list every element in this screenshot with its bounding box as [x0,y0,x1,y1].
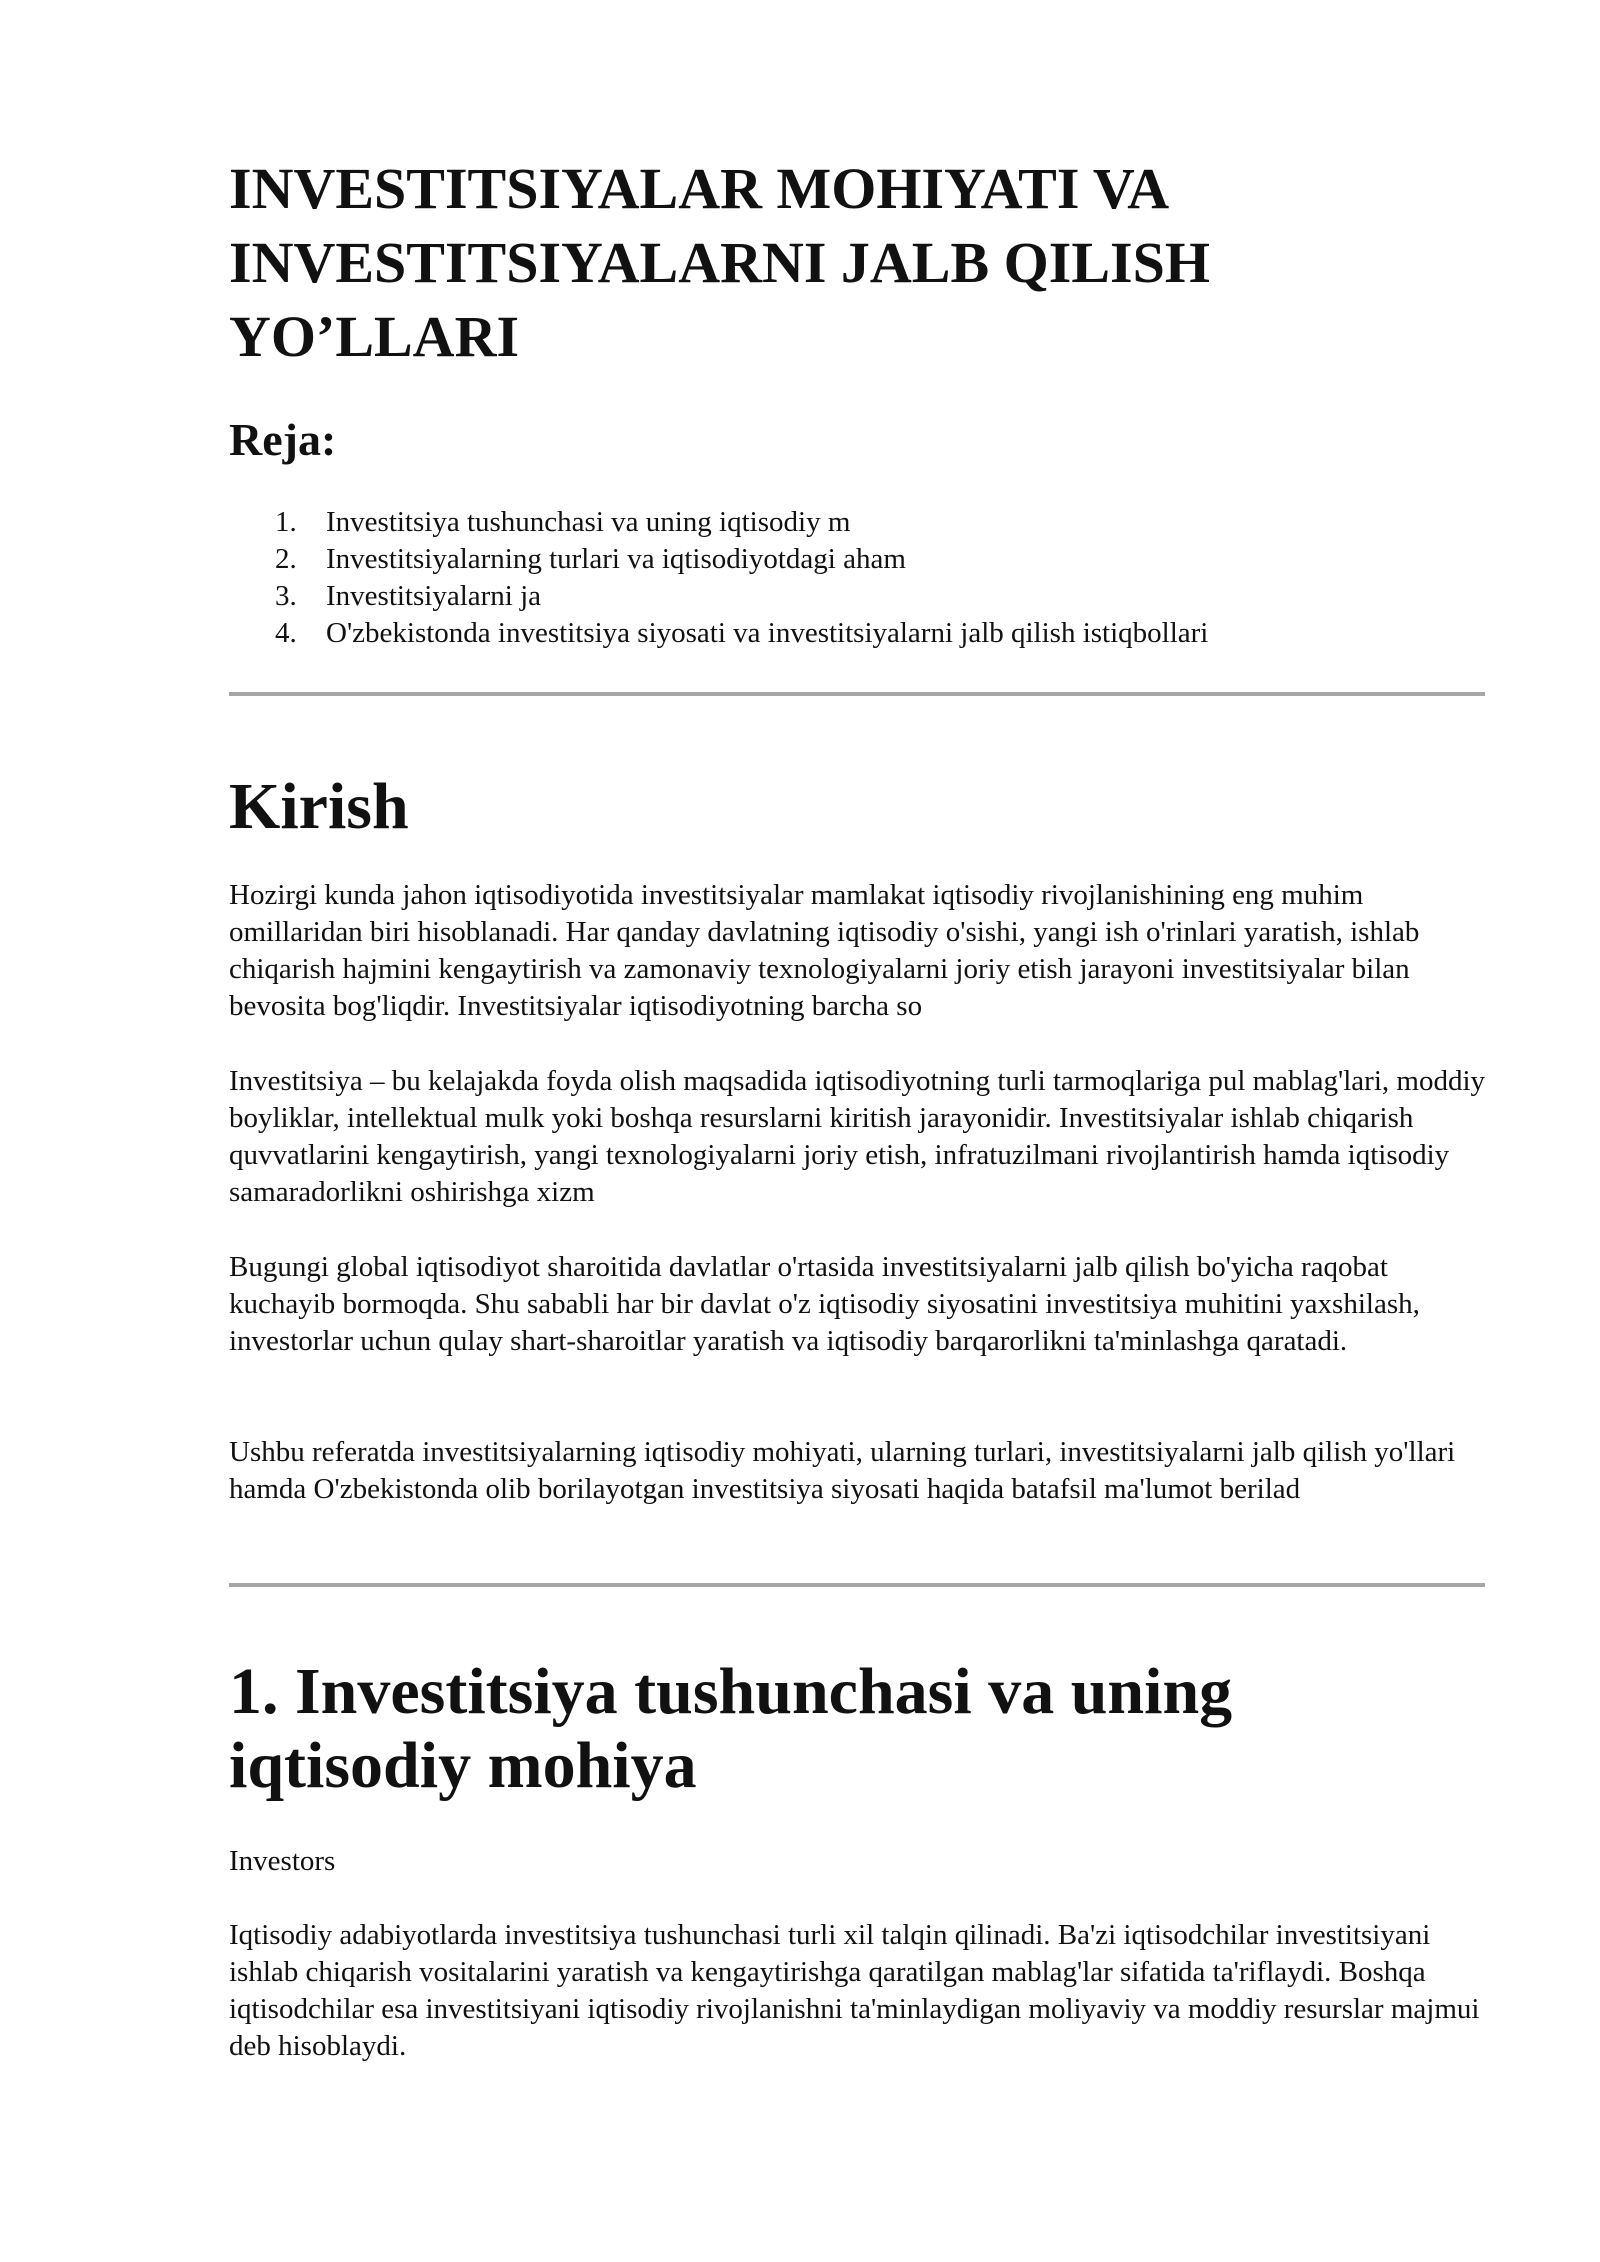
plan-item [229,541,1208,578]
plan-heading: Reja: [229,414,337,465]
introduction-paragraph: Hozirgi kunda jahon iqtisodiyotida investitsiyalar mamlakat iqtisodiy rivojlanishining eng muhim omillaridan biri hisoblanadi. Har qanday davlatning iqtisodiy o'sishi, yangi ish o'rinlari yaratish, ishlab chiqarish hajmini kengaytirish va zamonaviy texnologiyalarni joriy etish jarayoni investitsiyalar bilan bevosita bog'liqdir. Investitsiyalar iqtisodiyotning barcha so [229,879,1420,1022]
introduction-paragraph: Ushbu referatda investitsiyalarning iqtisodiy mohiyati, ularning turlari, investitsiyalarni jalb qilish yo'llari hamda O'zbekistonda olib borilayotgan investitsiya siyosati haqida batafsil ma'lumot berilad [229,1436,1456,1505]
introduction-paragraph: Bugungi global iqtisodiyot sharoitida davlatlar o'rtasida investitsiyalarni jalb qilish bo'yicha raqobat kuchayib bormoqda. Shu sababli har bir davlat o'z iqtisodiy siyosatini investitsiya muhitini yaxshilash, investorlar uchun qulay shart-sharoitlar yaratish va iqtisodiy barqarorlikni ta'minlashga qaratadi. [229,1251,1420,1357]
plan-item-text: O'zbekistonda investitsiya siyosati va investitsiyalarni jalb qilish istiqbollari [326,617,1209,649]
section-divider [229,1583,1485,1587]
section-divider [229,692,1485,696]
plan-item-number: 1. [275,506,297,538]
plan-item [229,615,1208,652]
section-1-paragraph: Investors [229,1845,336,1877]
section-1-paragraph: Iqtisodiy adabiyotlarda investitsiya tushunchasi turli xil talqin qilinadi. Ba'zi iqtisodchilar investitsiyani ishlab chiqarish vositalarini yaratish va kengaytirishga qaratilgan mablag'lar sifatida ta'riflaydi. Boshqa iqtisodchilar esa investitsiyani iqtisodiy rivojlanishni ta'minlaydigan moliyaviy va moddiy resurslar majmui deb hisoblaydi. [229,1919,1480,2062]
plan-item-number: 3. [275,580,297,612]
plan-item-number: 2. [275,543,297,575]
section-1-heading: 1. Investitsiya tushunchasi va uning iqtisodiy mohiya [229,1655,1233,1802]
introduction-heading: Kirish [229,770,409,843]
plan-item-text: Investitsiyalarning turlari va iqtisodiyotdagi aham [326,543,906,575]
plan-item [229,504,1208,541]
plan-item-number: 4. [275,617,297,649]
document-title: INVESTITSIYALAR MOHIYATI VA INVESTITSIYALARNI JALB QILISH YO’LLARI [229,156,1210,369]
plan-item [229,578,1208,615]
plan-item-text: Investitsiyalarni ja [326,580,542,612]
introduction-paragraph: Investitsiya – bu kelajakda foyda olish maqsadida iqtisodiyotning turli tarmoqlariga pul mablag'lari, moddiy boyliklar, intellektual mulk yoki boshqa resurslarni kiritish jarayonidir. Investitsiyalar ishlab chiqarish quvvatlarini kengaytirish, yangi texnologiyalarni joriy etish, infratuzilmani rivojlantirish hamda iqtisodiy samaradorlikni oshirishga xizm [229,1065,1486,1208]
plan-item-text: Investitsiya tushunchasi va uning iqtisodiy m [326,506,851,538]
plan-list [229,504,1208,652]
